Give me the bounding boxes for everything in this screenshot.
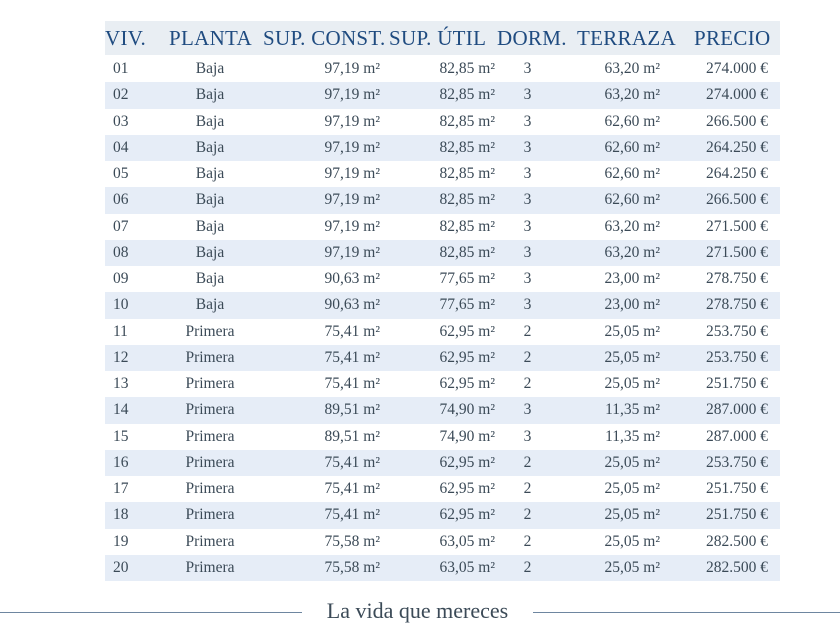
cell-sup-const: 75,41 m² <box>324 375 380 392</box>
cell-planta: Primera <box>185 453 235 471</box>
table-row <box>105 555 780 581</box>
cell-planta: Baja <box>195 243 225 261</box>
table-row <box>105 56 780 82</box>
cell-precio: 282.500 € <box>706 558 768 576</box>
table-row <box>105 135 780 161</box>
cell-sup-util: 82,85 m² <box>439 217 495 235</box>
cell-precio: 271.500 € <box>706 243 768 261</box>
cell-planta: Baja <box>195 60 225 77</box>
cell-planta: Primera <box>185 427 235 445</box>
footer-rule-right <box>533 612 840 613</box>
cell-terraza: 11,35 m² <box>605 427 660 445</box>
cell-terraza: 25,05 m² <box>604 453 660 471</box>
cell-sup-const: 89,51 m² <box>324 427 380 445</box>
cell-dorm: 2 <box>523 375 532 392</box>
cell-precio: 274.000 € <box>706 86 768 104</box>
cell-viv: 16 <box>113 453 129 471</box>
cell-dorm: 3 <box>523 296 532 314</box>
cell-precio: 251.750 € <box>706 506 768 524</box>
cell-sup-const: 97,19 m² <box>324 86 380 104</box>
cell-planta: Primera <box>185 322 235 340</box>
cell-terraza: 25,05 m² <box>604 375 660 392</box>
cell-viv: 13 <box>113 375 129 392</box>
cell-dorm: 2 <box>523 506 532 524</box>
table-row <box>105 161 780 187</box>
cell-sup-util: 62,95 m² <box>439 480 495 497</box>
cell-precio: 271.500 € <box>706 217 768 235</box>
cell-precio: 282.500 € <box>706 532 768 550</box>
table-row <box>105 240 780 266</box>
cell-sup-util: 62,95 m² <box>439 348 495 366</box>
header-terraza: TERRAZA <box>577 26 676 50</box>
header-precio: PRECIO <box>694 26 771 50</box>
cell-sup-util: 77,65 m² <box>439 296 495 314</box>
cell-dorm: 2 <box>523 558 532 576</box>
cell-sup-const: 97,19 m² <box>324 138 380 156</box>
cell-sup-const: 75,41 m² <box>324 506 380 524</box>
cell-precio: 287.000 € <box>706 401 768 419</box>
cell-planta: Baja <box>195 112 225 130</box>
cell-sup-util: 63,05 m² <box>439 532 495 550</box>
cell-terraza: 63,20 m² <box>604 60 660 77</box>
table-row <box>105 82 780 108</box>
cell-terraza: 25,05 m² <box>604 506 660 524</box>
cell-viv: 08 <box>113 243 129 261</box>
cell-sup-const: 97,19 m² <box>324 243 380 261</box>
cell-precio: 278.750 € <box>706 296 768 314</box>
header-sup-util: SUP. ÚTIL <box>389 26 487 50</box>
cell-sup-util: 82,85 m² <box>439 112 495 130</box>
cell-sup-util: 62,95 m² <box>439 375 495 392</box>
cell-sup-util: 62,95 m² <box>439 322 495 340</box>
cell-planta: Primera <box>185 506 235 524</box>
cell-sup-const: 97,19 m² <box>324 112 380 130</box>
cell-planta: Baja <box>195 217 225 235</box>
cell-terraza: 62,60 m² <box>604 138 660 156</box>
footer-tagline: La vida que mereces <box>326 598 509 623</box>
cell-terraza: 63,20 m² <box>604 243 660 261</box>
cell-planta: Baja <box>195 138 225 156</box>
cell-dorm: 3 <box>523 112 532 130</box>
cell-precio: 266.500 € <box>706 112 768 130</box>
cell-sup-const: 97,19 m² <box>324 165 380 182</box>
table-row <box>105 214 780 240</box>
cell-precio: 278.750 € <box>706 270 768 287</box>
cell-precio: 253.750 € <box>706 453 768 471</box>
cell-viv: 11 <box>113 322 128 340</box>
table-row <box>105 424 780 450</box>
cell-precio: 274.000 € <box>706 60 768 77</box>
cell-dorm: 3 <box>523 86 532 104</box>
cell-terraza: 62,60 m² <box>604 191 660 209</box>
cell-viv: 10 <box>113 296 129 314</box>
table-row <box>105 371 780 397</box>
cell-dorm: 3 <box>523 138 532 156</box>
cell-precio: 266.500 € <box>706 191 768 209</box>
cell-sup-util: 74,90 m² <box>439 427 495 445</box>
cell-sup-util: 63,05 m² <box>439 558 495 576</box>
table-row <box>105 345 780 371</box>
footer <box>0 596 840 626</box>
cell-viv: 04 <box>113 138 129 156</box>
cell-dorm: 3 <box>523 270 532 287</box>
cell-sup-util: 62,95 m² <box>439 506 495 524</box>
cell-dorm: 3 <box>523 401 532 419</box>
header-dorm: DORM. <box>497 26 567 50</box>
table-row <box>105 529 780 555</box>
cell-sup-const: 97,19 m² <box>324 60 380 77</box>
cell-sup-const: 90,63 m² <box>324 270 380 287</box>
cell-sup-util: 62,95 m² <box>439 453 495 471</box>
cell-viv: 12 <box>113 348 129 366</box>
cell-precio: 253.750 € <box>706 322 768 340</box>
table-row <box>105 502 780 528</box>
cell-sup-util: 82,85 m² <box>439 191 495 209</box>
cell-viv: 14 <box>113 401 129 419</box>
header-planta: PLANTA <box>169 26 252 50</box>
cell-planta: Baja <box>195 191 225 209</box>
cell-dorm: 3 <box>523 191 532 209</box>
cell-precio: 253.750 € <box>706 348 768 366</box>
cell-terraza: 25,05 m² <box>604 532 660 550</box>
cell-sup-util: 77,65 m² <box>439 270 495 287</box>
cell-viv: 18 <box>113 506 129 524</box>
cell-viv: 06 <box>113 191 129 209</box>
cell-sup-const: 97,19 m² <box>324 191 380 209</box>
cell-sup-util: 74,90 m² <box>439 401 495 419</box>
cell-viv: 01 <box>113 60 129 77</box>
cell-dorm: 3 <box>523 217 532 235</box>
cell-terraza: 23,00 m² <box>604 296 660 314</box>
cell-planta: Primera <box>185 375 235 392</box>
cell-sup-const: 75,41 m² <box>324 348 380 366</box>
cell-planta: Baja <box>195 270 225 287</box>
cell-viv: 15 <box>113 427 129 445</box>
table-row <box>105 476 780 502</box>
cell-planta: Primera <box>185 532 235 550</box>
cell-dorm: 2 <box>523 532 532 550</box>
cell-terraza: 11,35 m² <box>605 401 660 419</box>
cell-viv: 05 <box>113 165 129 182</box>
cell-dorm: 3 <box>523 427 532 445</box>
cell-viv: 03 <box>113 112 129 130</box>
cell-sup-util: 82,85 m² <box>439 243 495 261</box>
cell-planta: Primera <box>185 348 235 366</box>
cell-dorm: 2 <box>523 453 532 471</box>
cell-sup-const: 75,41 m² <box>324 480 380 497</box>
cell-sup-const: 75,58 m² <box>324 532 380 550</box>
cell-sup-const: 90,63 m² <box>324 296 380 314</box>
cell-planta: Primera <box>185 480 235 497</box>
cell-terraza: 63,20 m² <box>604 217 660 235</box>
cell-sup-const: 75,41 m² <box>324 322 380 340</box>
cell-sup-util: 82,85 m² <box>439 60 495 77</box>
cell-planta: Baja <box>195 296 225 314</box>
cell-sup-util: 82,85 m² <box>439 165 495 182</box>
cell-terraza: 63,20 m² <box>604 86 660 104</box>
cell-planta: Baja <box>195 86 225 104</box>
table-header-row <box>105 21 780 55</box>
cell-sup-const: 89,51 m² <box>324 401 380 419</box>
table-row <box>105 109 780 135</box>
table-row <box>105 319 780 345</box>
table-row <box>105 450 780 476</box>
cell-viv: 19 <box>113 532 129 550</box>
header-viv: VIV. <box>105 26 147 50</box>
cell-terraza: 23,00 m² <box>604 270 660 287</box>
cell-dorm: 2 <box>523 480 532 497</box>
cell-viv: 07 <box>113 217 129 235</box>
cell-terraza: 25,05 m² <box>604 558 660 576</box>
cell-viv: 17 <box>113 480 129 497</box>
cell-planta: Baja <box>195 165 225 182</box>
cell-dorm: 3 <box>523 243 532 261</box>
cell-dorm: 3 <box>523 165 532 182</box>
cell-precio: 251.750 € <box>706 480 768 497</box>
cell-planta: Primera <box>185 401 235 419</box>
footer-rule-left <box>0 612 302 613</box>
table-row <box>105 266 780 292</box>
table-row <box>105 292 780 318</box>
cell-terraza: 62,60 m² <box>604 112 660 130</box>
cell-precio: 287.000 € <box>706 427 768 445</box>
cell-terraza: 25,05 m² <box>604 480 660 497</box>
cell-sup-util: 82,85 m² <box>439 138 495 156</box>
cell-dorm: 2 <box>523 348 532 366</box>
table-row <box>105 397 780 423</box>
cell-precio: 264.250 € <box>706 165 768 182</box>
cell-viv: 20 <box>113 558 129 576</box>
cell-terraza: 62,60 m² <box>604 165 660 182</box>
header-sup-const: SUP. CONST. <box>263 26 386 50</box>
cell-dorm: 2 <box>523 322 532 340</box>
cell-terraza: 25,05 m² <box>604 348 660 366</box>
cell-sup-const: 75,41 m² <box>324 453 380 471</box>
table-body <box>105 56 780 581</box>
cell-precio: 251.750 € <box>706 375 768 392</box>
table-row <box>105 187 780 213</box>
cell-sup-const: 97,19 m² <box>324 217 380 235</box>
cell-sup-util: 82,85 m² <box>439 86 495 104</box>
cell-viv: 02 <box>113 86 129 104</box>
cell-precio: 264.250 € <box>706 138 768 156</box>
cell-viv: 09 <box>113 270 129 287</box>
cell-dorm: 3 <box>523 60 532 77</box>
cell-terraza: 25,05 m² <box>604 322 660 340</box>
cell-planta: Primera <box>185 558 235 576</box>
cell-sup-const: 75,58 m² <box>324 558 380 576</box>
